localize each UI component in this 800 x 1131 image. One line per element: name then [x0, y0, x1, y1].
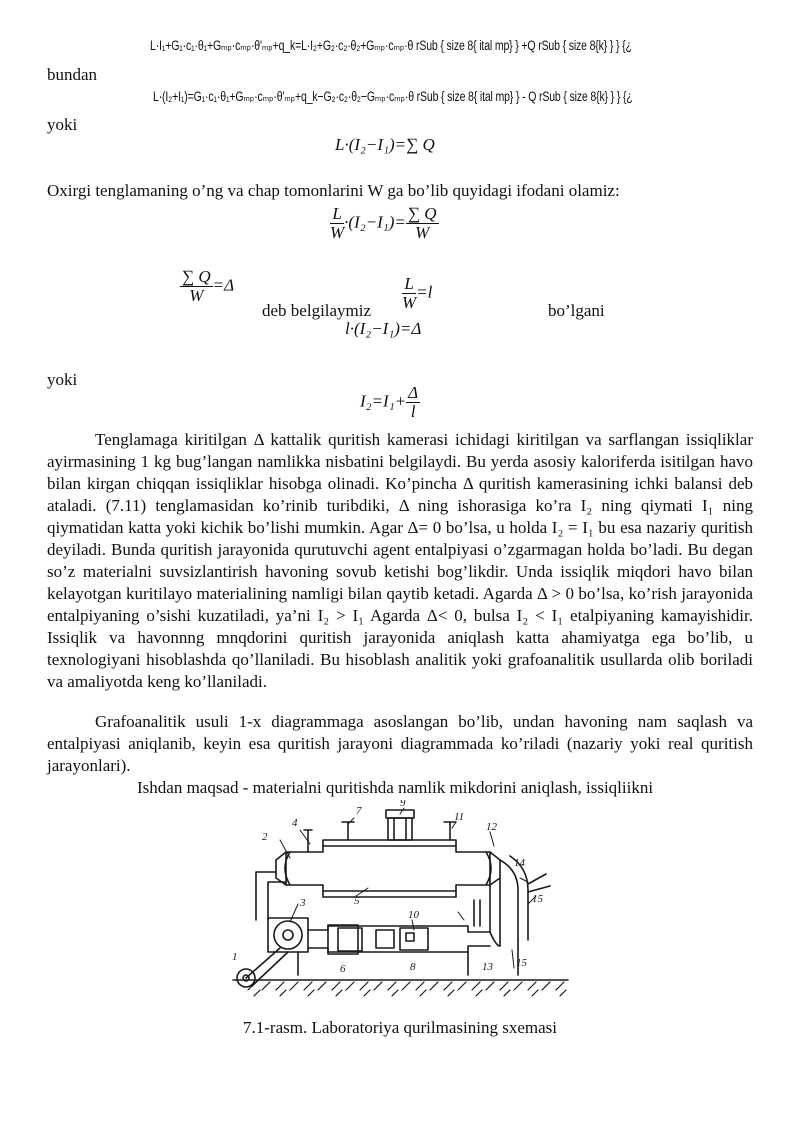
- paragraph-ishdan-maqsad: Ishdan maqsad - materialni quritishda namlik mikdorini aniqlash, issiqliikni: [137, 778, 654, 797]
- fig-label-15-top: 15: [532, 893, 543, 905]
- eq6-num: L: [402, 275, 416, 294]
- paragraph-grafoanalitik: Grafoanalitik usuli 1-x diagrammaga asoslangan bo’lib, undan havoning nam saqlash va entalpiyasi aniqlanib, keyin esa quritish jarayoni diagrammada ko’riladi (nazariy yoki real quritish jarayonlari).: [47, 712, 753, 775]
- fig-label-1: 1: [232, 951, 238, 963]
- eq6-rhs: =l: [416, 282, 433, 302]
- eq4-den-left: W: [330, 223, 345, 242]
- fig-label-6: 6: [340, 963, 346, 975]
- eq4-num-left: L: [330, 205, 344, 224]
- equation-divided-by-w: [330, 205, 439, 242]
- word-yoki-2: yoki: [47, 370, 78, 389]
- equation-heat-balance-rearranged: L·(I₂+I₁)=G₁·c₁·θ₁+Gₘₚ·cₘₚ·θ'ₘₚ+q_k−G₂·c₂·θ₂−Gₘₚ·cₘₚ·θ rSub { size 8{ ital mp} } - Q rSub { size 8{k} } } {¿: [153, 89, 633, 104]
- fig-label-11: 11: [454, 811, 465, 823]
- fig-label-3: 3: [300, 897, 306, 909]
- paragraph-delta-explanation: Tenglamaga kiritilgan Δ kattalik quritish kamerasi ichidagi kiritilgan va sarflangan issiqliklar ayirmasining 1 kg bug’langan namlikka nisbatini belgilaydi. Bu yerda asosiy kaloriferda isitilgan havo bilan kirgan chiqqan issiqliklar hisobga olinadi. Ko’pincha Δ quritish kamerasining ichki balansi deb ataladi. (7.11) tenglamasidan ko’rinib turibdiki, Δ ning ishorasiga ko’ra I₂ ning qiymati I₁ ning qiymatidan katta yoki kichik bo’lishi mumkin. Agar Δ= 0 bo’lsa, u holda I₂ = I₁ bu esa nazariy quritish deyiladi. Bunda quritish jarayonida qurutuvchi agent entalpiyasi o’zgarmagan holda bo’ladi. Bu degan so’z materialni suvsizlantirish havoning sovub ketishi bog’likdir. Unda issiqlik miqdori havo bilan kelayotgan kuritilayo materialining namligi bilan qaytib ketadi. Agarda Δ > 0 bo’lsa, ko’rish jarayonida entalpiyaning o’sishi kuzatiladi, ya’ni I₂ > I₁ Agarda Δ< 0, bulsa I₂ < I₁ etalpiyaning kamayishidir. Issiqlik va havonnng mnqdorini quritish jarayonida aniqlash katta ahamiyatga ega bo’lib, u texnologiyani hisoblashda qo’llaniladi. Bu hisoblash analitik yoki grafoanalitik usullarda olib boriladi va amaliyotda keng ko’llaniladi.: [47, 430, 753, 691]
- fig-label-9: 9: [400, 800, 406, 809]
- fig-label-14: 14: [514, 857, 525, 869]
- word-bundan: bundan: [47, 65, 98, 84]
- figure-caption: 7.1-rasm. Laboratoriya qurilmasining sxemasi: [243, 1018, 557, 1037]
- fig-label-2: 2: [262, 831, 268, 843]
- eq4-num-right: ∑ Q: [407, 204, 437, 223]
- eq8-den: l: [410, 402, 416, 421]
- eq8-lhs: I₂=I₁+: [360, 391, 407, 411]
- equation-l-definition: [402, 275, 432, 312]
- laboratory-setup-schematic: [228, 800, 573, 1005]
- word-yoki-1: yoki: [47, 115, 78, 134]
- equation-l-times-difference: l·(I₂−I₁)=Δ: [345, 319, 422, 338]
- eq8-num: Δ: [408, 383, 419, 402]
- equation-sum-q: L·(I₂−I₁)=∑ Q: [335, 135, 435, 154]
- eq4-mid: ·(I₂−I₁)=: [344, 212, 406, 232]
- fig-label-10: 10: [408, 909, 419, 921]
- text-bolgani: bo’lgani: [548, 301, 605, 320]
- fig-label-7: 7: [356, 805, 362, 817]
- fig-label-12: 12: [486, 821, 497, 833]
- equation-i2: [360, 384, 420, 421]
- eq5-den: W: [189, 286, 204, 305]
- equation-delta-definition: [180, 268, 234, 305]
- equation-heat-balance: L·I₁+G₁·c₁·θ₁+Gₘₚ·cₘₚ·θ'ₘₚ+q_k=L·I₂+G₂·c₂·θ₂+Gₘₚ·cₘₚ·θ rSub { size 8{ ital mp} } +Q rSub { size 8{k} } } {¿: [150, 38, 632, 53]
- fig-label-15-bottom: 15: [516, 957, 527, 969]
- fig-label-4: 4: [292, 817, 298, 829]
- fig-label-8: 8: [410, 961, 416, 973]
- text-deb-belgilaymiz: deb belgilaymiz: [262, 301, 372, 320]
- fig-label-13: 13: [482, 961, 493, 973]
- eq6-den: W: [402, 293, 417, 312]
- paragraph-oxirgi: Oxirgi tenglamaning o’ng va chap tomonlarini W ga bo’lib quyidagi ifodani olamiz:: [47, 181, 620, 200]
- eq4-den-right: W: [415, 223, 430, 242]
- fig-label-5: 5: [354, 895, 360, 907]
- eq5-rhs: =Δ: [212, 275, 235, 295]
- eq5-num: ∑ Q: [182, 267, 211, 286]
